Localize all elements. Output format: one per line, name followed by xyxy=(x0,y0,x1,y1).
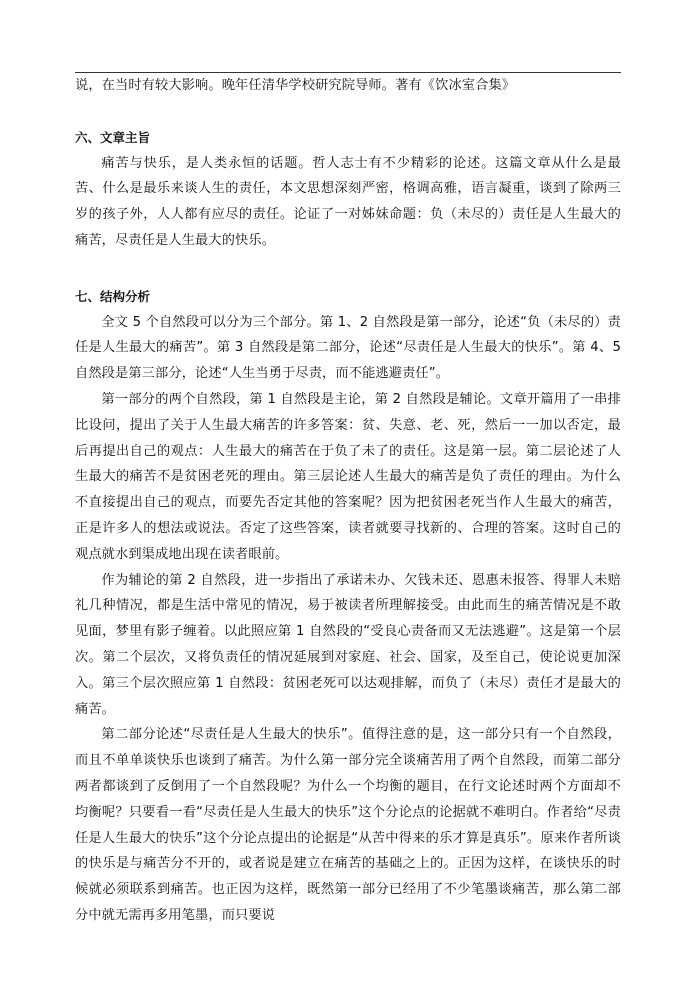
spacer xyxy=(75,99,621,125)
section-7-paragraph-1: 全文 5 个自然段可以分为三个部分。第 1、2 自然段是第一部分，论述“负（未尽的）责任是人生最大的痛苦”。第 3 自然段是第二部分，论述“尽责任是人生最大的快乐”。第 4、5 自然段是第三部分，论述“人生当勇于尽责，而不能逃避责任”。 xyxy=(75,314,621,382)
section-7-heading: 七、结构分析 xyxy=(75,288,151,304)
section-7-paragraph-2: 第一部分的两个自然段，第 1 自然段是主论，第 2 自然段是辅论。文章开篇用了一串排比设问，提出了关于人生最大痛苦的许多答案：贫、失意、老、死，然后一一加以否定，最后再提出自己的观点：人生最大的痛苦在于负了未了的责任。这是第一层。第二层论述了人生最大的痛苦不是贫困老死的理由。第三层论述人生最大的痛苦是负了责任的理由。为什么不直接提出自己的观点，而要先否定其他的答案呢？因为把贫困老死当作人生最大的痛苦，正是许多人的想法或说法。否定了这些答案，读者就要寻找新的、合理的答案。这时自己的观点就水到渠成地出现在读者眼前。 xyxy=(75,391,621,562)
section-6-heading: 六、文章主旨 xyxy=(75,129,151,145)
section-7-paragraph-4: 第二部分论述“尽责任是人生最大的快乐”。值得注意的是，这一部分只有一个自然段，而且不单单谈快乐也谈到了痛苦。为什么第一部分完全谈痛苦用了两个自然段，而第二部分两者都谈到了反倒用了一个自然段呢？为什么一个均衡的题目，在行文论述时两个方面却不均衡呢？只要看一看“尽责任是人生最大的快乐”这个分论点的论据就不难明白。作者给“尽责任是人生最大的快乐”这个分论点提出的论据是“从苦中得来的乐才算是真乐”。原来作者所谈的快乐是与痛苦分不开的，或者说是建立在痛苦的基础之上的。正因为这样，在谈快乐的时候就必须联系到痛苦。也正因为这样，既然第一部分已经用了不少笔墨谈痛苦，那么第二部分中就无需再多用笔墨，而只要说 xyxy=(75,727,621,923)
spacer xyxy=(75,254,621,284)
section-6-paragraph: 痛苦与快乐，是人类永恒的话题。哲人志士有不少精彩的论述。这篇文章从什么是最苦、什么是最乐来谈人生的责任，本文思想深刻严密，格调高雅，语言凝重，谈到了除两三岁的孩子外，人人都有应尽的责任。论证了一对姊妹命题：负（未尽的）责任是人生最大的痛苦，尽责任是人生最大的快乐。 xyxy=(75,155,621,248)
document-body xyxy=(75,73,621,929)
intro-tail-line: 说，在当时有较大影响。晚年任清华学校研究院导师。著有《饮冰室合集》 xyxy=(75,78,516,93)
section-7-paragraph-3: 作为辅论的第 2 自然段，进一步指出了承诺未办、欠钱未还、恩惠未报答、得罪人未赔礼几种情况，都是生活中常见的情况，易于被读者所理解接受。由此而生的痛苦情况是不敢见面，梦里有影子缠着。以此照应第 1 自然段的“受良心责备而又无法逃避”。这是第一个层次。第二个层次，又将负责任的情况延展到对家庭、社会、国家，及至自己，使论说更加深入。第三个层次照应第 1 自然段：贫困老死可以达观排解，而负了（未尽）责任才是最大的痛苦。 xyxy=(75,572,621,717)
